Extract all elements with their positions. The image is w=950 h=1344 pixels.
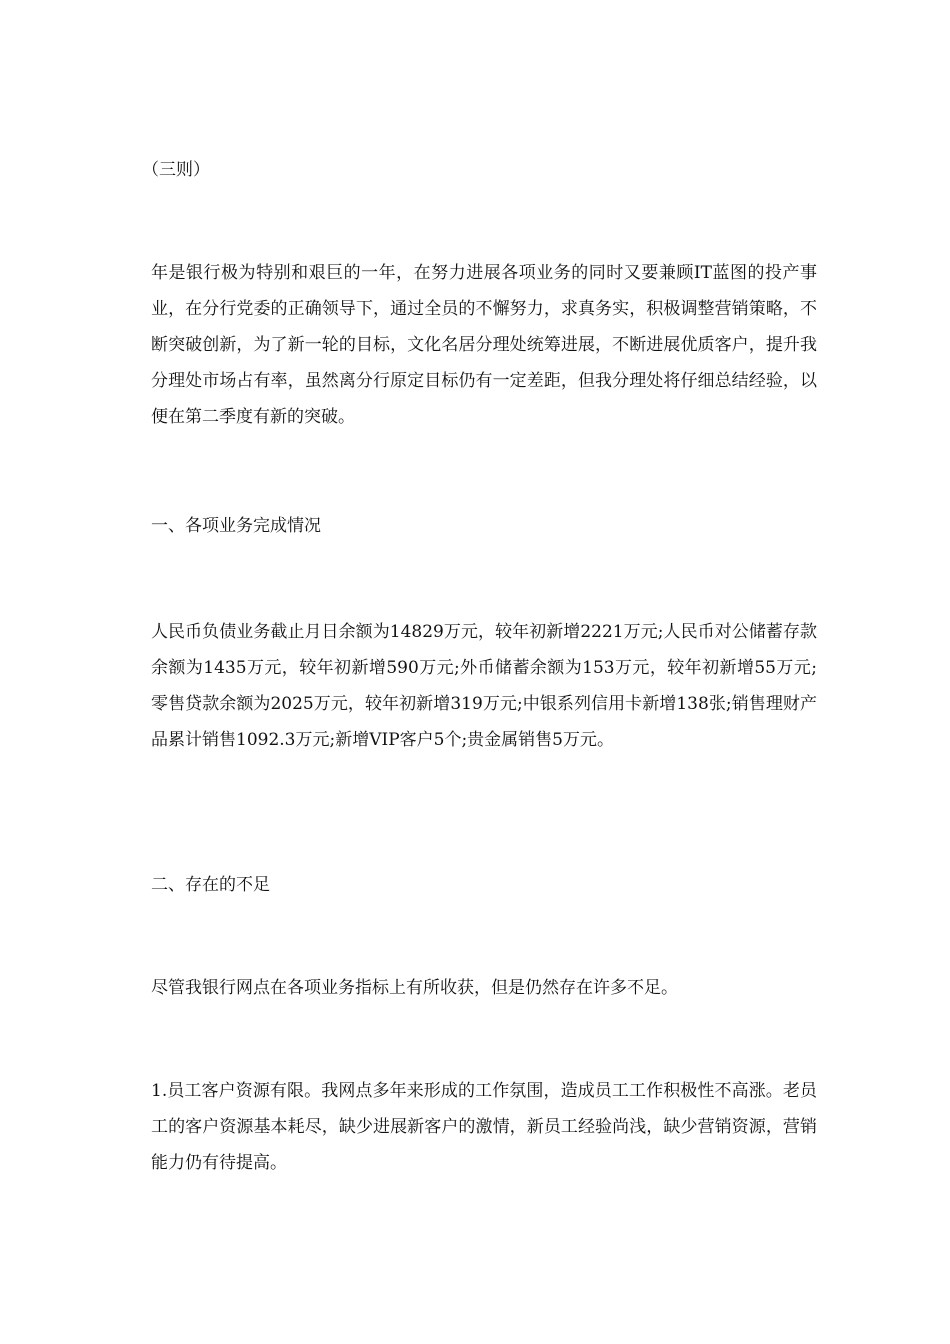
intro-text: 年是银行极为特别和艰巨的一年，在努力进展各项业务的同时又要兼顾IT蓝图的投产事业，在分行党委的正确领导下，通过全员的不懈努力，求真务实，积极调整营销策略，不断突破创新，为了新一轮的目标，文化名居分理处统筹进展，不断进展优质客户，提升我分理处市场占有率，虽然离分行原定目标仍有一定差距，但我分理处将仔细总结经验，以便在第二季度有新的突破。 bbox=[151, 263, 817, 427]
section-heading-2 bbox=[142, 867, 817, 903]
heading-2-text: 二、存在的不足 bbox=[151, 875, 270, 895]
intro-paragraph bbox=[142, 255, 817, 435]
shortcomings-intro-paragraph bbox=[142, 970, 817, 1006]
paragraph-3-text: 1.员工客户资源有限。我网点多年来形成的工作氛围，造成员工工作积极性不高涨。老员工的客户资源基本耗尽，缺少进展新客户的激情，新员工经验尚浅，缺少营销资源，营销能力仍有待提高。 bbox=[151, 1081, 817, 1173]
subtitle-text: （三则） bbox=[142, 160, 210, 180]
paragraph-1-text: 人民币负债业务截止月日余额为14829万元，较年初新增2221万元;人民币对公储蓄存款余额为1435万元，较年初新增590万元;外币储蓄余额为153万元，较年初新增55万元;零售贷款余额为2025万元，较年初新增319万元;中银系列信用卡新增138张;销售理财产品累计销售1092.3万元;新增VIP客户5个;贵金属销售5万元。 bbox=[151, 622, 817, 750]
shortcoming-item-1 bbox=[142, 1073, 817, 1181]
document-subtitle bbox=[142, 152, 808, 188]
paragraph-2-text: 尽管我银行网点在各项业务指标上有所收获，但是仍然存在许多不足。 bbox=[151, 978, 678, 998]
section-heading-1 bbox=[142, 508, 817, 544]
heading-1-text: 一、各项业务完成情况 bbox=[151, 516, 321, 536]
business-results-paragraph bbox=[142, 614, 817, 758]
